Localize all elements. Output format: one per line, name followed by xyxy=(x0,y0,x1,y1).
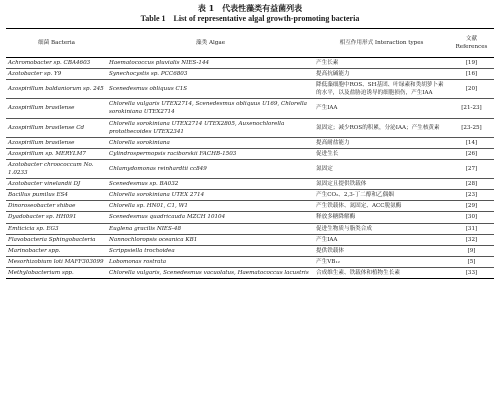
table-caption-chinese: 表 1 代表性藻类有益菌列表 xyxy=(197,3,303,13)
cell-algae: Chlorella sp. HN01, C1, W1 xyxy=(109,203,188,210)
cell-bacteria: Dyadobacter sp. HH091 xyxy=(8,214,77,221)
cell-interaction: 促进生物质与脂类合成 xyxy=(316,225,372,232)
table-row xyxy=(6,212,494,223)
cell-algae: Chlorella sorokiniana UTEX 2714 xyxy=(109,192,205,199)
cell-algae: Scenedesmus obliquus C1S xyxy=(109,86,188,93)
table-row xyxy=(6,234,494,245)
cell-bacteria: Methylobacterium spp. xyxy=(8,269,74,276)
cell-algae: Haematococcus pluvialis NIES-144 xyxy=(109,60,210,66)
cell-interaction: 合成维生素、铁载体和植物生长素 xyxy=(316,269,400,276)
cell-bacteria: Emticicia sp. EG3 xyxy=(8,225,59,232)
cell-reference: [26] xyxy=(465,150,478,157)
cell-interaction: 产生长素 xyxy=(316,60,339,66)
cell-algae: Lobomonas rostrata xyxy=(109,258,167,265)
cell-interaction: 氮固定且提供铁载体 xyxy=(316,181,367,188)
header-algae: 藻类 Algae xyxy=(195,39,226,46)
cell-algae: Cylindrospermopsis raciborskii FACHB-1503 xyxy=(109,150,237,157)
cell-algae: Scrippsiella trochoidea xyxy=(109,247,175,254)
header-references: 文献 References xyxy=(455,35,488,50)
cell-interaction: 提供铁载体 xyxy=(316,247,344,254)
table-row xyxy=(6,137,494,148)
cell-bacteria: Dinoroseobacter shibae xyxy=(8,203,76,210)
cell-reference: [31] xyxy=(465,225,478,232)
cell-interaction: 产生IAA xyxy=(316,105,338,112)
cell-reference: [5] xyxy=(467,258,476,265)
table-row xyxy=(6,69,494,80)
cell-reference: [21-23] xyxy=(461,105,482,112)
cell-reference: [23] xyxy=(465,192,478,199)
cell-bacteria: Azospirillum baldaniorum sp. 245 xyxy=(8,86,104,93)
cell-algae: Nannochloropsis oceanica KB1 xyxy=(109,236,198,243)
table-row xyxy=(6,245,494,256)
cell-algae: Chlorella sorokiniana xyxy=(109,139,170,146)
cell-interaction: 降低藻细胞中ROS、SH基团、叶绿素和类胡萝卜素的水平，以及盐胁迫诱导的细胞损伤，产生IAA xyxy=(316,82,444,97)
cell-reference: [19] xyxy=(465,60,478,66)
header-interaction: 相互作用形式 Interaction types xyxy=(339,39,424,46)
cell-bacteria: Flavobacteria Sphingobacteria xyxy=(8,236,96,243)
table-row xyxy=(6,99,494,118)
cell-algae: Scenedesmus sp. BA032 xyxy=(109,181,179,188)
table-row xyxy=(6,267,494,278)
cell-reference: [16] xyxy=(465,71,478,78)
table-row xyxy=(6,118,494,137)
cell-algae: Synechocystis sp. PCC6803 xyxy=(109,71,188,78)
cell-interaction: 氮固定 xyxy=(316,165,333,172)
cell-algae: Euglena gracilis NIES-48 xyxy=(109,225,182,232)
table-body xyxy=(6,58,494,279)
cell-interaction: 促进生长 xyxy=(316,150,339,157)
cell-algae: Chlorella sorokiniana UTEX2714 UTEX2805, Auxenochlorella protothecoides UTEX2341 xyxy=(109,120,285,135)
cell-interaction: 产生CO₂、2,3-丁二醇和乙偶姻 xyxy=(316,192,394,199)
cell-bacteria: Azospirillum brasilense xyxy=(8,139,75,146)
cell-algae: Chlamydomonas reinhardtii cc849 xyxy=(109,165,207,172)
cell-interaction: 产生IAA xyxy=(316,236,338,243)
cell-bacteria: Azospirillum sp. MERYLM7 xyxy=(8,150,86,157)
cell-algae: Scenedesmus quadricauda MZCH 10104 xyxy=(109,214,226,221)
table-row xyxy=(6,179,494,190)
cell-reference: [28] xyxy=(465,181,478,188)
cell-algae: Chlorella vulgaris, Scenedesmus vacuolatus, Haematococcus lacustris xyxy=(109,269,309,276)
table-row xyxy=(6,201,494,212)
table-row xyxy=(6,148,494,159)
table-row xyxy=(6,256,494,267)
cell-interaction: 提高耐盐能力 xyxy=(316,139,350,146)
table-row xyxy=(6,223,494,234)
cell-interaction: 产生VB₁₂ xyxy=(316,258,340,265)
cell-bacteria: Achromobacter sp. CBA4603 xyxy=(8,60,91,66)
cell-reference: [23-25] xyxy=(461,124,482,131)
cell-interaction: 产生铁载体、氮固定、ACC脱氨酶 xyxy=(316,203,402,210)
table-row xyxy=(6,159,494,178)
header-bacteria: 细菌 Bacteria xyxy=(38,39,75,46)
cell-bacteria: Azotobacter sp. Y9 xyxy=(8,71,62,78)
cell-bacteria: Marinobacter spp. xyxy=(8,247,61,254)
cell-interaction: 氮固定；减少ROS的积累，分泌IAA；产生核黄素 xyxy=(316,124,440,131)
cell-reference: [29] xyxy=(465,203,478,210)
cell-reference: [27] xyxy=(465,165,478,172)
cell-bacteria: Bacillus pumilus ES4 xyxy=(8,192,68,199)
cell-interaction: 提高抗碱能力 xyxy=(316,71,350,78)
bacteria-table xyxy=(6,28,494,279)
cell-bacteria: Azotobacter chroococcum No. 1.0233 xyxy=(8,161,94,177)
cell-reference: [14] xyxy=(465,139,478,146)
cell-reference: [30] xyxy=(465,214,478,221)
cell-bacteria: Azospirillum brasilense xyxy=(8,105,75,112)
cell-bacteria: Azospirillum brasilense Cd xyxy=(8,124,85,131)
cell-bacteria: Azotobacter vinelandii DJ xyxy=(8,181,81,188)
cell-bacteria: Mesorhizobium loti MAFF303099 xyxy=(8,258,104,265)
cell-reference: [20] xyxy=(465,86,478,93)
table-row xyxy=(6,80,494,99)
table-header-row xyxy=(6,29,494,58)
table-row xyxy=(6,58,494,69)
cell-reference: [32] xyxy=(465,236,478,243)
table-row xyxy=(6,190,494,201)
table-caption-english: Table 1 List of representative algal growth-promoting bacteria xyxy=(140,14,360,23)
cell-reference: [9] xyxy=(467,247,476,254)
cell-reference: [33] xyxy=(465,269,478,276)
cell-algae: Chlorella vulgaris UTEX2714, Scenedesmus obliquus U169, Chlorella sorokiniana UTEX2714 xyxy=(109,101,307,116)
cell-interaction: 释放多糖降解酶 xyxy=(316,214,356,221)
